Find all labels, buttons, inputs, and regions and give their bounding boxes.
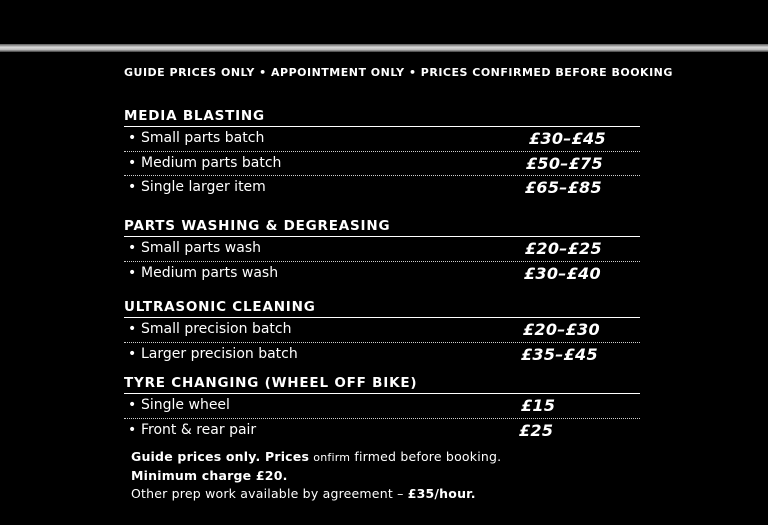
bullet-icon: • — [128, 321, 137, 337]
footer-line-minimum: Minimum charge £20. — [131, 468, 288, 483]
bullet-icon: • — [128, 397, 137, 413]
footer-guide-bold: Guide prices only. Prices — [131, 449, 310, 464]
section-title: ULTRASONIC CLEANING — [124, 297, 640, 318]
bullet-icon: • — [128, 179, 137, 195]
item-label: Single wheel — [141, 397, 230, 413]
item-price: £35–£45 — [521, 344, 598, 364]
section-ultrasonic-cleaning — [124, 297, 640, 366]
item-label: Larger precision batch — [141, 345, 298, 362]
bullet-icon: • — [128, 130, 137, 146]
price-row — [124, 237, 640, 262]
bullet-icon: • — [128, 240, 137, 256]
item-label: Medium parts wash — [141, 264, 279, 281]
item-label: Single larger item — [141, 179, 266, 195]
item-price: £20–£25 — [525, 239, 602, 258]
price-row — [124, 176, 640, 200]
bullet-icon: • — [128, 421, 137, 438]
item-price: £15 — [521, 396, 556, 415]
price-row — [124, 419, 640, 443]
price-row — [124, 318, 640, 343]
price-row — [124, 262, 640, 286]
price-row — [124, 394, 640, 419]
section-tyre-changing — [124, 373, 640, 442]
footer-guide-rest: firmed before booking. — [354, 449, 502, 464]
price-row — [124, 343, 640, 367]
price-row — [124, 127, 640, 152]
footer-rate-value: £35/hour. — [407, 486, 476, 501]
footer-notes — [131, 448, 651, 503]
item-price: £30–£45 — [529, 129, 606, 148]
bullet-icon: • — [128, 345, 137, 362]
item-price: £65–£85 — [525, 178, 602, 197]
footer-guide-glitch: onfirm — [313, 451, 351, 464]
item-label: Medium parts batch — [141, 154, 282, 171]
section-title: TYRE CHANGING (WHEEL OFF BIKE) — [124, 373, 640, 394]
footer-line-guide — [131, 448, 651, 467]
notice-banner: GUIDE PRICES ONLY • APPOINTMENT ONLY • PRICES CONFIRMED BEFORE BOOKING — [124, 66, 673, 79]
section-title: PARTS WASHING & DEGREASING — [124, 216, 640, 237]
footer-rate-text: Other prep work available by agreement – — [131, 486, 408, 501]
item-label: Small parts wash — [141, 240, 261, 256]
section-media-blasting — [124, 106, 640, 200]
price-row — [124, 152, 640, 177]
footer-line-rate — [131, 485, 651, 503]
item-price: £50–£75 — [526, 153, 603, 173]
section-title: MEDIA BLASTING — [124, 106, 640, 127]
item-price: £25 — [519, 420, 554, 440]
section-parts-washing — [124, 216, 640, 285]
item-label: Small precision batch — [141, 321, 292, 337]
item-price: £30–£40 — [524, 263, 601, 283]
top-border-stripe — [0, 44, 768, 52]
bullet-icon: • — [128, 154, 137, 171]
bullet-icon: • — [128, 264, 137, 281]
item-label: Small parts batch — [141, 130, 265, 146]
item-label: Front & rear pair — [141, 421, 257, 438]
item-price: £20–£30 — [523, 320, 600, 339]
